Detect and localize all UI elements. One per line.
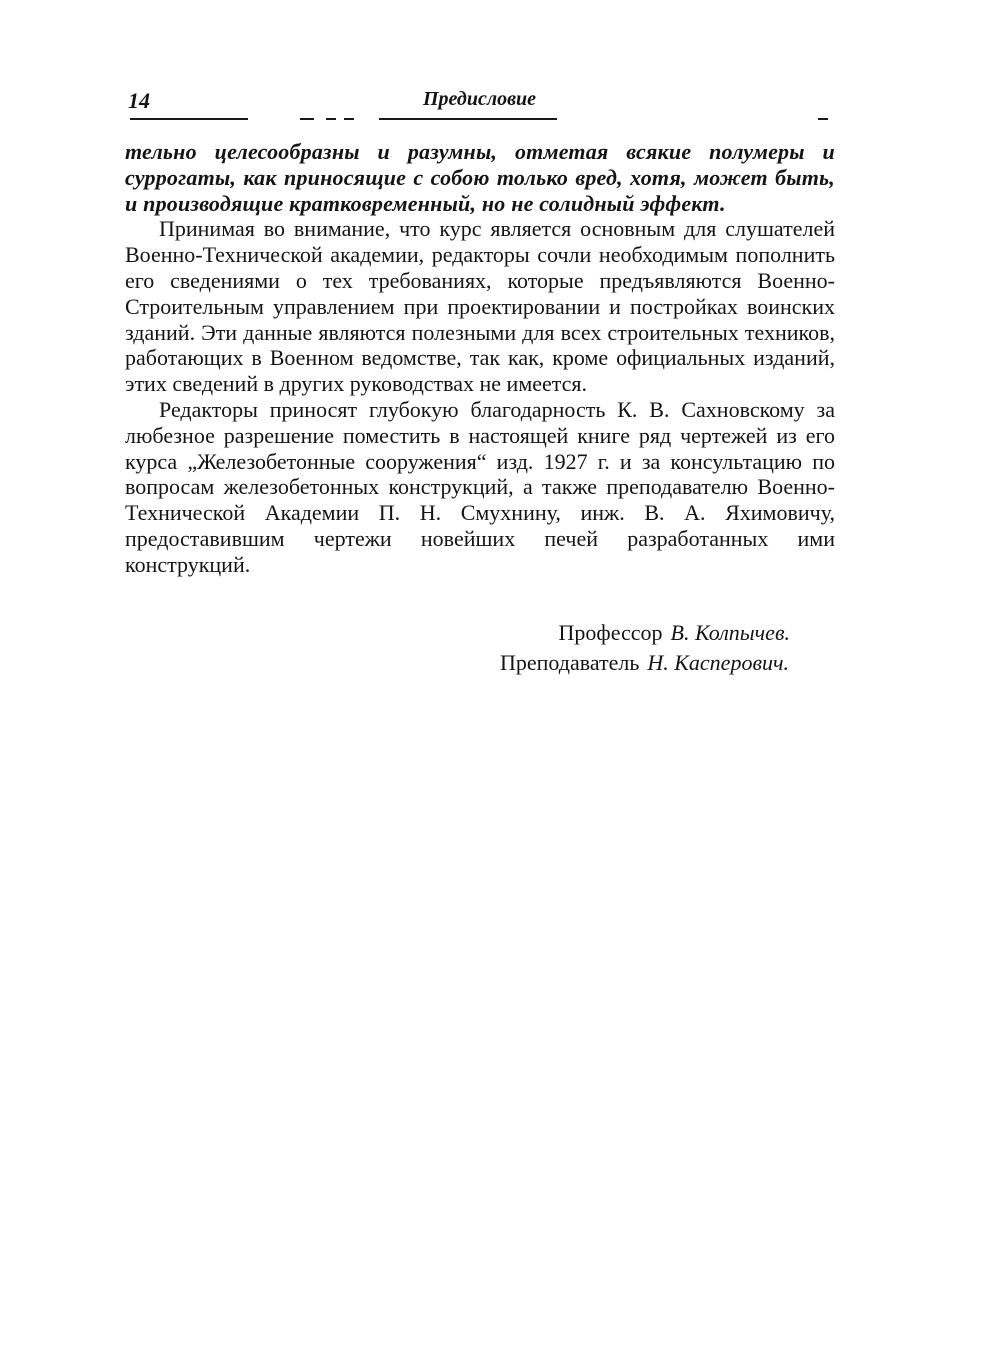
paragraph: Редакторы приносят глубокую благодарность К. В. Сахновскому за любезное разрешение поместить в настоящей книге ряд чертежей из его курса „Железобетонные сооружения“ изд. 1927 г. и за консультацию по вопросам железобетонных конструкций, а также преподавателю Военно-Технической Академии П. Н. Смухнину, инж. В. А. Яхимовичу, предоставившим чертежи новейших печей разработанных ими конструкций. [125, 396, 835, 577]
signature-title: Профессор [558, 620, 663, 645]
page-number: 14 [128, 88, 150, 113]
running-title: Предисловие [423, 88, 537, 110]
signature-block [500, 618, 789, 678]
header-rule-dash-1 [300, 118, 314, 120]
paragraph-continued: тельно целесообразны и разумны, отметая всякие полумеры и суррогаты, как приносящие с собою только вред, хотя, может быть, и производящие кратковременный, но не солидный эффект. [125, 139, 835, 216]
signature-name: В. Колпычев. [670, 620, 790, 645]
body-text [125, 139, 835, 578]
signature-line [500, 618, 790, 648]
signature-name: Н. Касперович. [647, 650, 789, 675]
header-rule-right [379, 118, 557, 120]
signature-line [500, 648, 789, 678]
header-rule-dash-2 [326, 118, 336, 120]
paragraph: Принимая во внимание, что курс является основным для слушателей Военно-Технической академии, редакторы сочли необходимым пополнить его сведениями о тех требованиях, которые предъявляются Военно-Строительным управлением при проектировании и постройках воинских зданий. Эти данные являются полезными для всех строительных техников, работающих в Военном ведомстве, так как, кроме официальных изданий, этих сведений в других руководствах не имеется. [125, 216, 835, 397]
signature-title: Преподаватель [499, 650, 640, 675]
header-rule-end [818, 118, 828, 120]
header-rule-left [130, 118, 248, 120]
header-rule-dash-3 [344, 118, 354, 120]
